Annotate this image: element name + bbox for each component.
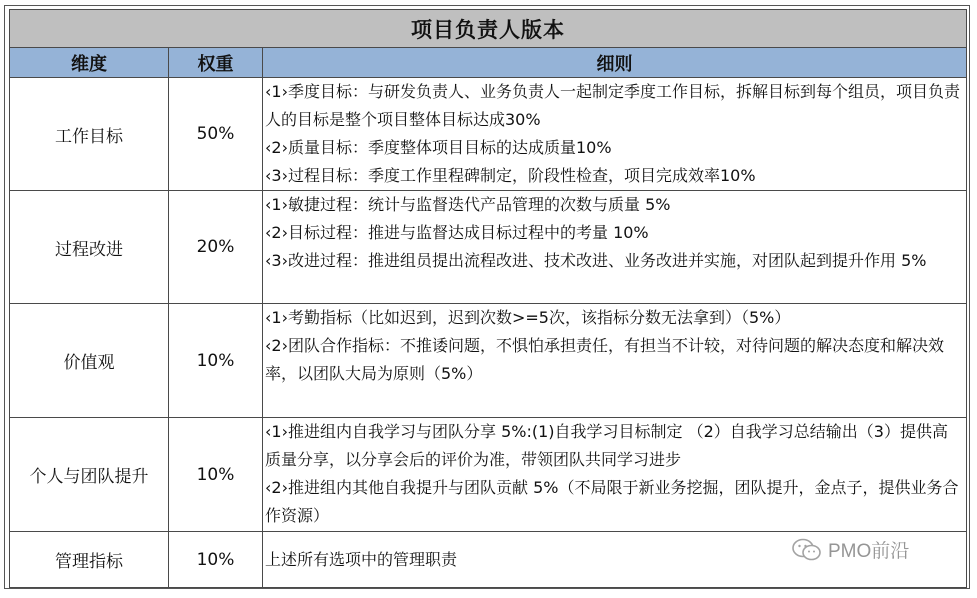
detail-line: ‹1›推进组内自我学习与团队分享 5%:(1)自我学习目标制定 （2）自我学习总结输出（3）提供高质量分享，以分享会后的评价为准，带领团队共同学习进步 — [265, 422, 948, 469]
header-details: 细则 — [263, 48, 967, 78]
detail-line: ‹1›季度目标：与研发负责人、业务负责人一起制定季度工作目标，拆解目标到每个组员，项目负责人的目标是整个项目整体目标达成30% — [265, 82, 960, 129]
row-dimension: 过程改进 — [10, 191, 169, 304]
row-weight: 10% — [169, 418, 263, 532]
kpi-table — [9, 9, 967, 588]
detail-line: 上述所有选项中的管理职责 — [265, 549, 458, 569]
detail-line: ‹2›推进组内其他自我提升与团队贡献 5%（不局限于新业务挖掘，团队提升，金点子，提供业务合作资源） — [265, 478, 959, 525]
row-dimension: 工作目标 — [10, 78, 169, 191]
detail-line: ‹1›敏捷过程：统计与监督迭代产品管理的次数与质量 5% — [265, 195, 671, 214]
table-row — [10, 78, 967, 191]
watermark-text: PMO前沿 — [828, 541, 910, 562]
row-dimension: 价值观 — [10, 304, 169, 418]
header-dimension: 维度 — [10, 48, 169, 78]
table-title: 项目负责人版本 — [10, 10, 967, 48]
detail-line: ‹3›过程目标：季度工作里程碑制定，阶段性检查，项目完成效率10% — [265, 166, 756, 185]
table-row — [10, 418, 967, 532]
row-dimension: 个人与团队提升 — [10, 418, 169, 532]
row-details — [263, 78, 967, 191]
row-dimension: 管理指标 — [10, 532, 169, 588]
row-details — [263, 304, 967, 418]
header-weight: 权重 — [169, 48, 263, 78]
table-header-row — [10, 48, 967, 78]
detail-line: ‹2›团队合作指标：不推诿问题，不惧怕承担责任，有担当不计较，对待问题的解决态度和解决效率，以团队大局为原则（5%） — [265, 336, 944, 383]
table-title-row — [10, 10, 967, 48]
watermark — [792, 536, 909, 563]
row-details — [263, 418, 967, 532]
row-weight: 10% — [169, 532, 263, 588]
row-weight: 10% — [169, 304, 263, 418]
row-weight: 50% — [169, 78, 263, 191]
table-row — [10, 304, 967, 418]
detail-line: ‹3›改进过程：推进组员提出流程改进、技术改进、业务改进并实施，对团队起到提升作用 5% — [265, 251, 927, 270]
detail-line: ‹2›目标过程：推进与监督达成目标过程中的考量 10% — [265, 223, 649, 242]
row-details — [263, 191, 967, 304]
table-row — [10, 191, 967, 304]
row-weight: 20% — [169, 191, 263, 304]
detail-line: ‹1›考勤指标（比如迟到，迟到次数>=5次，该指标分数无法拿到）（5%） — [265, 308, 791, 327]
wechat-icon — [792, 538, 822, 562]
detail-line: ‹2›质量目标：季度整体项目目标的达成质量10% — [265, 138, 612, 157]
